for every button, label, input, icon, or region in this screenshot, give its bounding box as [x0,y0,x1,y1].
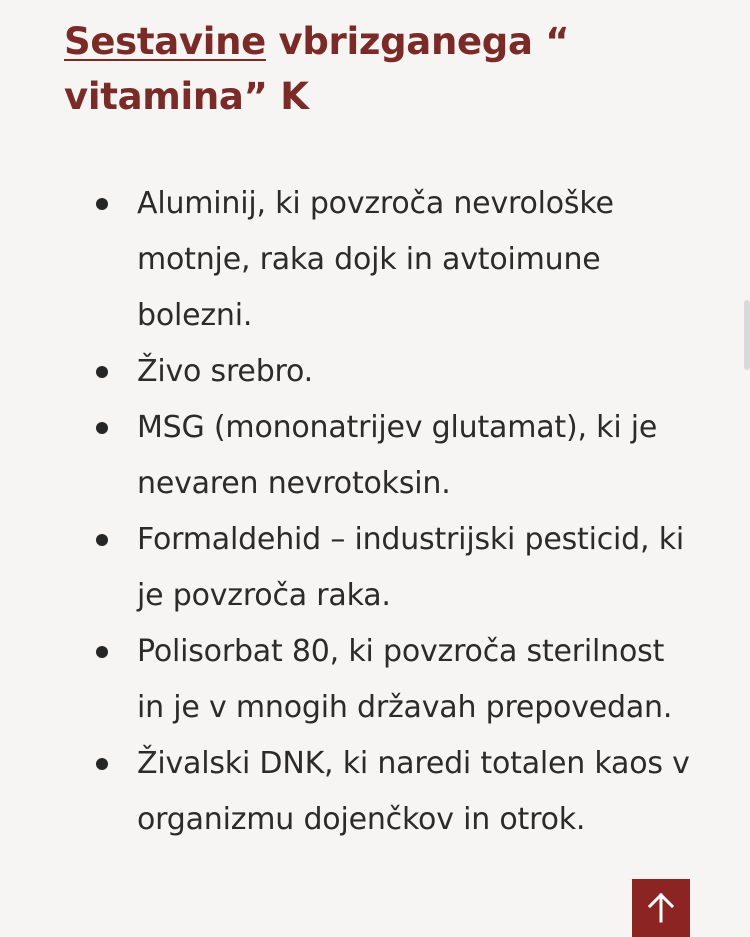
bullet-icon [96,366,108,378]
section-heading [64,14,704,124]
list-item-text: Polisorbat 80, ki povzroča sterilnost in je v mnogih državah prepovedan. [137,634,673,725]
list-item [64,400,694,512]
bullet-icon [96,534,108,546]
heading-link[interactable]: Sestavine [64,20,266,63]
list-item-text: Formaldehid – industrijski pesticid, ki je povzroča raka. [137,522,685,613]
list-item-text: Aluminij, ki povzroča nevrološke motnje, raka dojk in avtoimune bolezni. [137,186,614,333]
list-item-text: MSG (mononatrijev glutamat), ki je nevaren nevrotoksin. [137,410,658,501]
list-item [64,736,694,848]
list-item [64,512,694,624]
list-item-text: Živalski DNK, ki naredi totalen kaos v organizmu dojenčkov in otrok. [137,746,690,837]
list-item [64,176,694,344]
ingredient-list [64,176,694,848]
scrollbar-thumb[interactable] [744,300,750,370]
article-content [64,14,704,837]
bullet-icon [96,422,108,434]
list-item [64,344,694,400]
arrow-up-icon [648,893,674,923]
scroll-to-top-button[interactable] [632,879,690,937]
list-item-text: Živo srebro. [137,354,313,389]
bullet-icon [96,758,108,770]
bullet-icon [96,646,108,658]
list-item [64,624,694,736]
bullet-icon [96,198,108,210]
heading-text: vbrizganega “ vitamina” K [64,20,570,118]
